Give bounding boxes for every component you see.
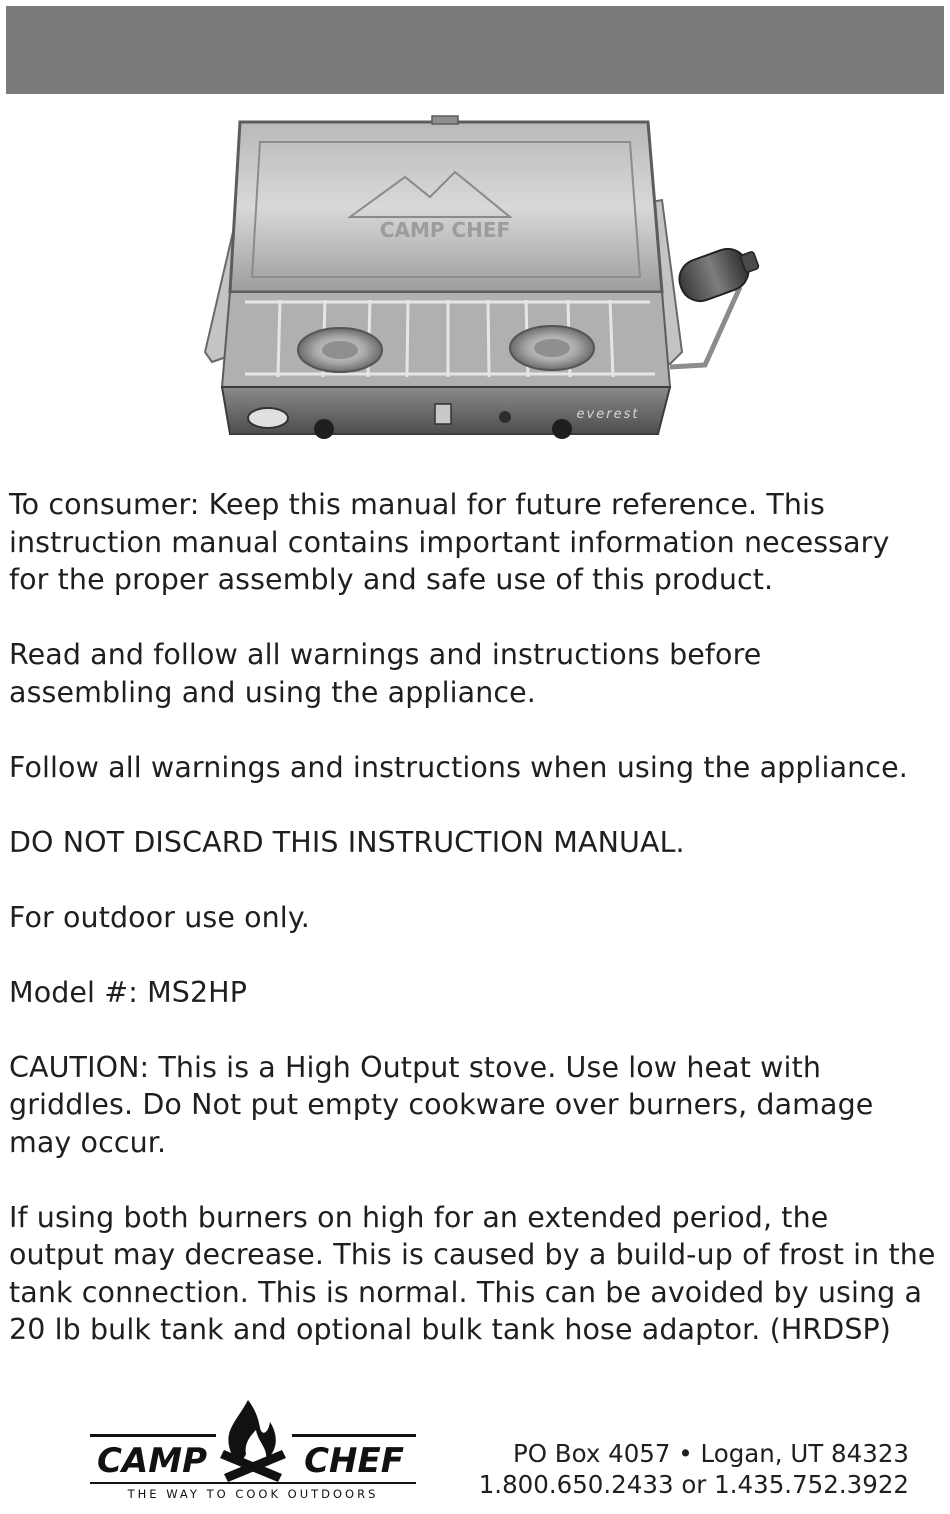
read-warnings-notice: Read and follow all warnings and instructions before assembling and using the appliance. (9, 638, 762, 709)
consumer-notice: To consumer: Keep this manual for future reference. This instruction manual contains important information necessary for the proper assembly and safe use of this product. (9, 488, 890, 596)
follow-warnings-notice: Follow all warnings and instructions when using the appliance. (9, 750, 908, 784)
stove-product-photo (200, 112, 760, 452)
stove-brand-text: everest (576, 407, 640, 422)
right-control-knob (552, 419, 572, 439)
logo-tagline: THE WAY TO COOK OUTDOORS (127, 1487, 379, 1501)
model-number: Model #: MS2HP (9, 975, 247, 1009)
phone-numbers: 1.800.650.2433 or 1.435.752.3922 (478, 1470, 909, 1499)
contact-info (479, 1438, 909, 1500)
frost-buildup-notice: If using both burners on high for an extended period, the output may decrease. This is caused by a build-up of frost in the tank connection. This is normal. This can be avoided by using a 20 lb bulk tank and optional bulk tank hose adaptor. (HRDSP) (9, 1200, 936, 1346)
do-not-discard-notice: DO NOT DISCARD THIS INSTRUCTION MANUAL. (9, 825, 685, 859)
camp-chef-logo (86, 1394, 420, 1502)
caution-notice: CAUTION: This is a High Output stove. Use low heat with griddles. Do Not put empty cookware over burners, damage may occur. (9, 1050, 874, 1159)
propane-tank (674, 240, 760, 307)
header-bar (6, 6, 944, 94)
lid-emboss-text: CAMP CHEF (379, 218, 511, 242)
left-control-knob (314, 419, 334, 439)
stove-lid (230, 122, 662, 292)
logo-word-camp: CAMP (96, 1441, 208, 1481)
manual-content (9, 486, 944, 1386)
outdoor-use-notice: For outdoor use only. (9, 900, 310, 934)
logo-word-chef: CHEF (304, 1441, 404, 1481)
flame-icon (228, 1400, 275, 1460)
mailing-address: PO Box 4057 • Logan, UT 84323 (512, 1439, 909, 1468)
